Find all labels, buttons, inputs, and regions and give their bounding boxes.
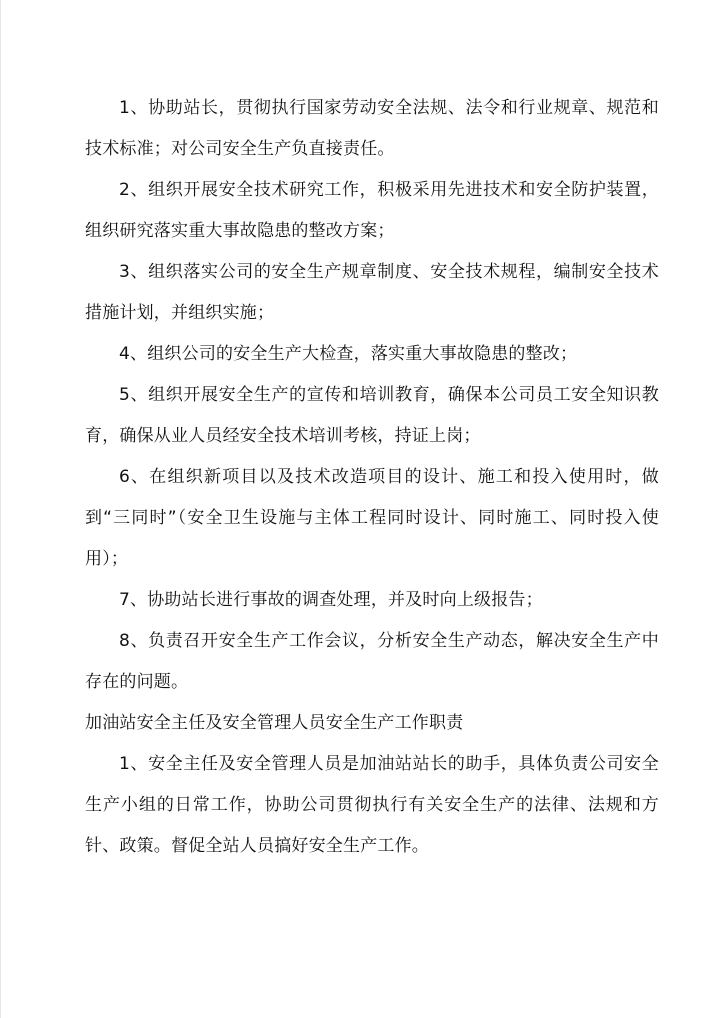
duty-paragraph-2: 2、组织开展安全技术研究工作，积极采用先进技术和安全防护装置，组织研究落实重大事故隐患的整改方案； bbox=[85, 180, 659, 241]
duty-paragraph-1: 1、协助站长，贯彻执行国家劳动安全法规、法令和行业规章、规范和技术标准；对公司安全生产负直接责任。 bbox=[85, 98, 659, 159]
duty-paragraph-6: 6、在组织新项目以及技术改造项目的设计、施工和投入使用时，做到“三同时”（安全卫生设施与主体工程同时设计、同时施工、同时投入使用）； bbox=[85, 467, 659, 569]
duty-paragraph-7: 7、协助站长进行事故的调查处理，并及时向上级报告； bbox=[119, 590, 543, 610]
section-paragraph-1: 1、安全主任及安全管理人员是加油站站长的助手，具体负责公司安全生产小组的日常工作，协助公司贯彻执行有关安全生产的法律、法规和方针、政策。督促全站人员搞好安全生产工作。 bbox=[85, 754, 659, 856]
duty-paragraph-5: 5、组织开展安全生产的宣传和培训教育，确保本公司员工安全知识教育，确保从业人员经安全技术培训考核，持证上岗； bbox=[85, 385, 659, 446]
duty-paragraph-8: 8、负责召开安全生产工作会议，分析安全生产动态，解决安全生产中存在的问题。 bbox=[85, 631, 659, 692]
duty-paragraph-3: 3、组织落实公司的安全生产规章制度、安全技术规程，编制安全技术措施计划，并组织实施； bbox=[85, 262, 659, 323]
document-content bbox=[85, 88, 659, 867]
section-heading: 加油站安全主任及安全管理人员安全生产工作职责 bbox=[85, 713, 464, 733]
duty-paragraph-4: 4、组织公司的安全生产大检查，落实重大事故隐患的整改； bbox=[119, 344, 578, 364]
